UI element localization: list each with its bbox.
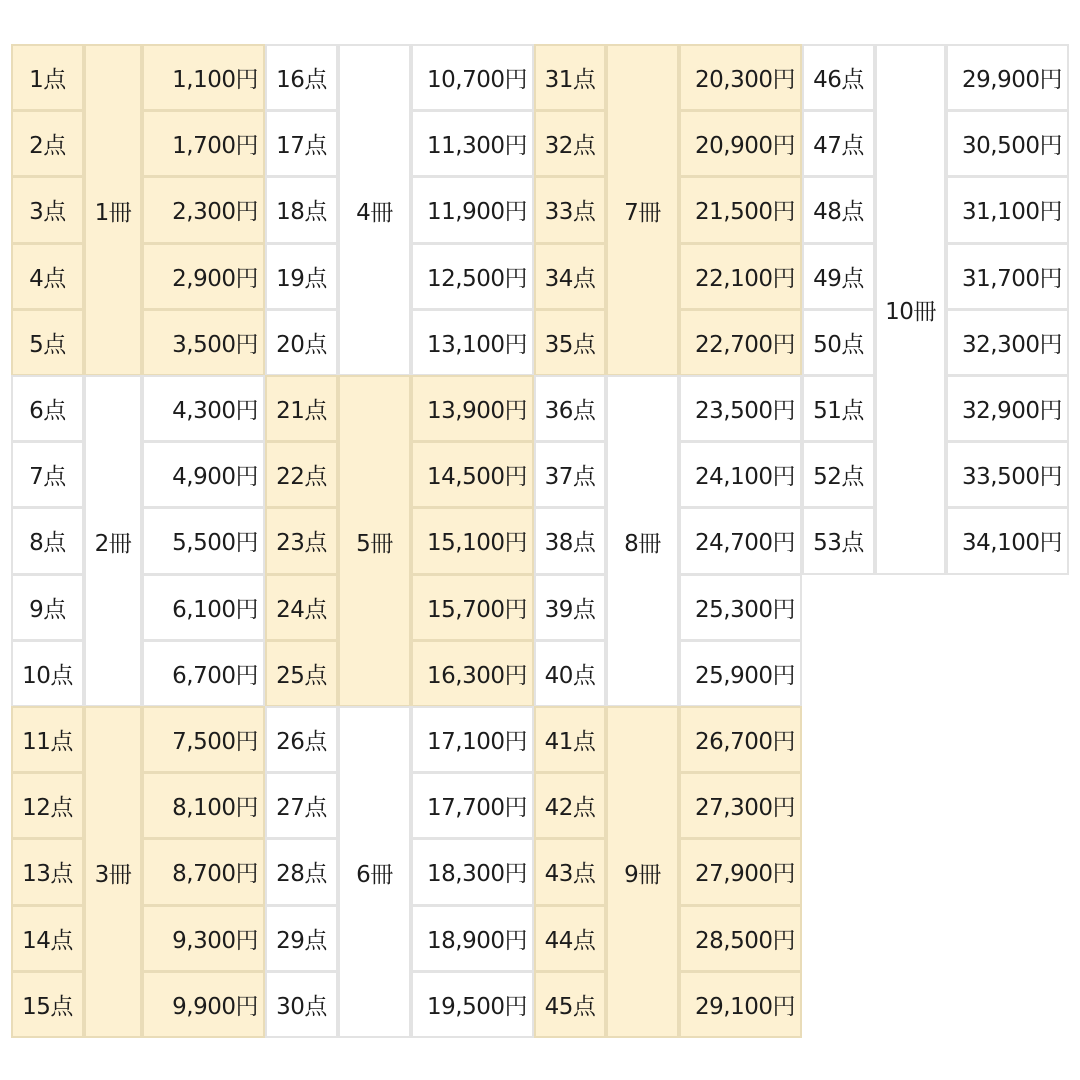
- price-cell: 8,700円: [142, 838, 265, 905]
- points-cell: 7点: [11, 441, 84, 508]
- books-cell: 6冊: [338, 706, 411, 1038]
- price-cell: 6,700円: [142, 640, 265, 707]
- points-cell: 51点: [802, 375, 875, 442]
- price-cell: 9,900円: [142, 971, 265, 1038]
- points-cell: 33点: [534, 176, 606, 243]
- points-cell: 41点: [534, 706, 606, 773]
- price-cell: 33,500円: [946, 441, 1069, 508]
- points-cell: 1点: [11, 44, 84, 111]
- price-cell: 23,500円: [679, 375, 802, 442]
- price-cell: 34,100円: [946, 507, 1069, 574]
- points-cell: 11点: [11, 706, 84, 773]
- points-cell: 46点: [802, 44, 875, 111]
- points-cell: 23点: [265, 507, 338, 574]
- books-cell: 7冊: [606, 44, 679, 376]
- points-cell: 47点: [802, 110, 875, 177]
- points-cell: 42点: [534, 772, 606, 839]
- points-cell: 2点: [11, 110, 84, 177]
- price-cell: 12,500円: [411, 243, 534, 310]
- points-cell: 6点: [11, 375, 84, 442]
- price-cell: 28,500円: [679, 905, 802, 972]
- price-cell: 4,900円: [142, 441, 265, 508]
- points-cell: 43点: [534, 838, 606, 905]
- price-cell: 20,300円: [679, 44, 802, 111]
- books-cell: 4冊: [338, 44, 411, 376]
- points-cell: 53点: [802, 507, 875, 574]
- price-cell: 11,900円: [411, 176, 534, 243]
- points-cell: 15点: [11, 971, 84, 1038]
- price-cell: 2,900円: [142, 243, 265, 310]
- points-cell: 27点: [265, 772, 338, 839]
- price-cell: 9,300円: [142, 905, 265, 972]
- books-cell: 1冊: [84, 44, 142, 376]
- points-cell: 5点: [11, 309, 84, 376]
- points-cell: 39点: [534, 574, 606, 641]
- points-cell: 14点: [11, 905, 84, 972]
- price-cell: 24,100円: [679, 441, 802, 508]
- books-cell: 8冊: [606, 375, 679, 707]
- price-table: [11, 44, 1069, 1037]
- price-cell: 7,500円: [142, 706, 265, 773]
- points-cell: 29点: [265, 905, 338, 972]
- price-cell: 25,300円: [679, 574, 802, 641]
- points-cell: 49点: [802, 243, 875, 310]
- books-cell: 9冊: [606, 706, 679, 1038]
- points-cell: 32点: [534, 110, 606, 177]
- points-cell: 19点: [265, 243, 338, 310]
- price-cell: 17,700円: [411, 772, 534, 839]
- points-cell: 4点: [11, 243, 84, 310]
- price-cell: 17,100円: [411, 706, 534, 773]
- points-cell: 52点: [802, 441, 875, 508]
- price-cell: 31,700円: [946, 243, 1069, 310]
- books-cell: 5冊: [338, 375, 411, 707]
- points-cell: 34点: [534, 243, 606, 310]
- points-cell: 8点: [11, 507, 84, 574]
- price-cell: 20,900円: [679, 110, 802, 177]
- points-cell: 25点: [265, 640, 338, 707]
- price-cell: 30,500円: [946, 110, 1069, 177]
- points-cell: 26点: [265, 706, 338, 773]
- price-cell: 24,700円: [679, 507, 802, 574]
- price-cell: 4,300円: [142, 375, 265, 442]
- price-cell: 15,700円: [411, 574, 534, 641]
- price-cell: 22,100円: [679, 243, 802, 310]
- points-cell: 16点: [265, 44, 338, 111]
- books-cell: 3冊: [84, 706, 142, 1038]
- price-cell: 32,900円: [946, 375, 1069, 442]
- price-cell: 32,300円: [946, 309, 1069, 376]
- price-cell: 29,100円: [679, 971, 802, 1038]
- price-cell: 13,100円: [411, 309, 534, 376]
- books-cell: 2冊: [84, 375, 142, 707]
- points-cell: 36点: [534, 375, 606, 442]
- points-cell: 17点: [265, 110, 338, 177]
- price-cell: 21,500円: [679, 176, 802, 243]
- points-cell: 20点: [265, 309, 338, 376]
- price-cell: 15,100円: [411, 507, 534, 574]
- points-cell: 21点: [265, 375, 338, 442]
- price-cell: 27,900円: [679, 838, 802, 905]
- price-cell: 22,700円: [679, 309, 802, 376]
- price-cell: 19,500円: [411, 971, 534, 1038]
- points-cell: 13点: [11, 838, 84, 905]
- points-cell: 28点: [265, 838, 338, 905]
- points-cell: 35点: [534, 309, 606, 376]
- price-cell: 14,500円: [411, 441, 534, 508]
- price-cell: 11,300円: [411, 110, 534, 177]
- points-cell: 9点: [11, 574, 84, 641]
- points-cell: 50点: [802, 309, 875, 376]
- points-cell: 30点: [265, 971, 338, 1038]
- points-cell: 22点: [265, 441, 338, 508]
- price-cell: 8,100円: [142, 772, 265, 839]
- points-cell: 10点: [11, 640, 84, 707]
- price-cell: 6,100円: [142, 574, 265, 641]
- price-cell: 29,900円: [946, 44, 1069, 111]
- price-cell: 27,300円: [679, 772, 802, 839]
- price-cell: 16,300円: [411, 640, 534, 707]
- points-cell: 12点: [11, 772, 84, 839]
- price-cell: 26,700円: [679, 706, 802, 773]
- points-cell: 38点: [534, 507, 606, 574]
- points-cell: 37点: [534, 441, 606, 508]
- points-cell: 18点: [265, 176, 338, 243]
- price-cell: 18,300円: [411, 838, 534, 905]
- points-cell: 45点: [534, 971, 606, 1038]
- price-cell: 25,900円: [679, 640, 802, 707]
- price-cell: 13,900円: [411, 375, 534, 442]
- price-cell: 3,500円: [142, 309, 265, 376]
- points-cell: 40点: [534, 640, 606, 707]
- books-cell: 10冊: [875, 44, 946, 575]
- price-cell: 1,100円: [142, 44, 265, 111]
- price-cell: 1,700円: [142, 110, 265, 177]
- points-cell: 44点: [534, 905, 606, 972]
- price-cell: 31,100円: [946, 176, 1069, 243]
- points-cell: 31点: [534, 44, 606, 111]
- price-cell: 2,300円: [142, 176, 265, 243]
- price-cell: 5,500円: [142, 507, 265, 574]
- price-cell: 10,700円: [411, 44, 534, 111]
- points-cell: 48点: [802, 176, 875, 243]
- points-cell: 24点: [265, 574, 338, 641]
- points-cell: 3点: [11, 176, 84, 243]
- price-cell: 18,900円: [411, 905, 534, 972]
